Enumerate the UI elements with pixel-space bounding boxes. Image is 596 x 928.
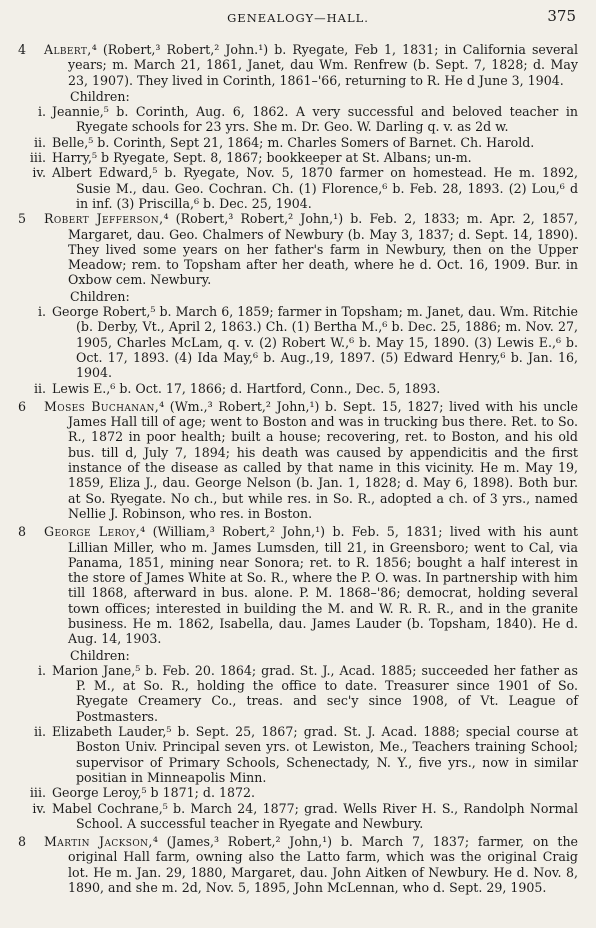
child-numeral: iv. xyxy=(32,165,46,181)
entry-name: George Leroy, xyxy=(44,524,141,540)
entry-number: 8 xyxy=(18,524,27,540)
child-entry xyxy=(0,135,596,150)
child-numeral: i. xyxy=(37,104,46,120)
entry-albert xyxy=(0,42,596,211)
child-numeral: iii. xyxy=(29,785,46,801)
entry-body: ⁴ (Robert,³ Robert,² John,¹) b. Feb. 2, 1833; m. Apr. 2, 1857, Margaret, dau. Geo. Chalmers of Newbury (b. May 3, 1837; d. Sept. 14, 1890). They lived some years on her father's farm in Newbury, then on the Upper Meadow; rem. to Topsham after her death, where he d. Oct. 16, 1909. Bur. in Oxbow cem. Newbury. xyxy=(68,211,578,288)
child-entry xyxy=(0,104,596,135)
entry-number: 5 xyxy=(18,211,27,227)
entry-text xyxy=(44,211,578,287)
entry-body: ⁴ (Robert,³ Robert,² John.¹) b. Ryegate, Feb 1, 1831; in California several years; m. March 21, 1861, Janet, dau Wm. Renfrew (b. Sept. 7, 1828; d. May 23, 1907). They lived in Corinth, 1861–'66, returning to R. He d June 3, 1904. xyxy=(68,42,578,88)
entry-moses-buchanan xyxy=(0,399,596,521)
entry-text xyxy=(44,42,578,88)
genealogy-entries xyxy=(0,42,596,895)
child-numeral: iii. xyxy=(29,150,46,166)
entry-number: 6 xyxy=(18,398,27,414)
child-numeral: i. xyxy=(37,662,46,678)
child-text: George Leroy,⁵ b 1871; d. 1872. xyxy=(52,785,256,801)
running-head: GENEALOGY—HALL. xyxy=(227,11,369,25)
entry-text xyxy=(44,524,578,646)
child-text: Albert Edward,⁵ b. Ryegate, Nov. 5, 1870 farmer on homestead. He m. 1892, Susie M., dau. Geo. Cochran. Ch. (1) Florence,⁶ b. Feb. 28, 1893. (2) Lou,⁶ d in inf. (3) Priscilla,⁶ b. Dec. 25, 1904. xyxy=(52,165,578,211)
children-heading: Children: xyxy=(70,288,130,304)
entry-body: ⁴ (William,³ Robert,² John,¹) b. Feb. 5, 1831; lived with his aunt Lillian Miller, who m. James Lumsden, till 21, in Greensboro; went to Cal, via Panama, 1851, mining near Sonora; ret. to R. 1856; bought a half interest in the store of James White at So. R., where the P. O. was. In partnership with him till 1868, afterward in bus. alone. P. M. 1868–'86; democrat, holding several town offices; interested in building the M. and W. R. R. R., and in the granite business. He m. 1862, Isabella, dau. James Lauder (b. Topsham, 1840). He d. Aug. 14, 1903. xyxy=(68,524,578,647)
child-text: Lewis E.,⁶ b. Oct. 17, 1866; d. Hartford, Conn., Dec. 5, 1893. xyxy=(52,380,441,396)
entry-text xyxy=(44,834,578,895)
entry-name: Martin Jackson, xyxy=(44,834,153,850)
entry-robert-jefferson xyxy=(0,211,596,396)
entry-george-leroy xyxy=(0,524,596,831)
child-text: Marion Jane,⁵ b. Feb. 20. 1864; grad. St. J., Acad. 1885; succeeded her father as P. M., at So. R., holding the office to date. Treasurer since 1901 of So. Ryegate Creamery Co., treas. and sec'y since 1908, of Vt. League of Postmasters. xyxy=(52,662,578,724)
child-entry xyxy=(0,785,596,800)
child-text: Elizabeth Lauder,⁵ b. Sept. 25, 1867; grad. St. J. Acad. 1888; special course at Boston Univ. Principal seven yrs. ot Lewiston, Me., Teachers training School; supervisor of Primary Schools, Schenectady, N. Y., five yrs., now in similar positian in Minneapolis Minn. xyxy=(52,724,578,785)
child-text: George Robert,⁵ b. March 6, 1859; farmer in Topsham; m. Janet, dau. Wm. Ritchie (b. Derby, Vt., April 2, 1863.) Ch. (1) Bertha M.,⁶ b. Dec. 25, 1886; m. Nov. 27, 1905, Charles McLam, q. v. (2) Robert W.,⁶ b. May 15, 1890. (3) Lewis E.,⁶ b. Oct. 17, 1893. (4) Ida May,⁶ b. Aug.,19, 1897. (5) Edward Henry,⁶ b. Jan. 16, 1904. xyxy=(52,304,578,381)
child-entry xyxy=(0,304,596,380)
entry-martin-jackson xyxy=(0,834,596,895)
entry-name: Robert Jefferson, xyxy=(44,211,164,227)
child-text: Belle,⁵ b. Corinth, Sept 21, 1864; m. Charles Somers of Barnet. Ch. Harold. xyxy=(52,134,535,150)
child-entry xyxy=(0,165,596,211)
entry-name: Moses Buchanan, xyxy=(44,398,160,414)
child-entry xyxy=(0,381,596,396)
entry-number: 4 xyxy=(18,42,27,57)
entry-name: Albert, xyxy=(44,42,92,57)
children-heading: Children: xyxy=(70,88,130,104)
child-numeral: i. xyxy=(37,304,46,320)
child-text: Harry,⁵ b Ryegate, Sept. 8, 1867; bookkeeper at St. Albans; un-m. xyxy=(52,150,472,166)
child-numeral: ii. xyxy=(33,380,46,396)
child-entry xyxy=(0,801,596,832)
entry-number: 8 xyxy=(18,834,27,850)
children-heading: Children: xyxy=(70,647,130,663)
child-numeral: iv. xyxy=(32,800,46,816)
page-header xyxy=(0,7,596,27)
child-text: Jeannie,⁵ b. Corinth, Aug. 6, 1862. A very successful and beloved teacher in Ryegate schools for 23 yrs. She m. Dr. Geo. W. Darling q. v. as 2d w. xyxy=(52,104,578,135)
child-entry xyxy=(0,150,596,165)
entry-body: ⁴ (Wm.,³ Robert,² John,¹) b. Sept. 15, 1827; lived with his uncle James Hall till of age; went to Boston and was in trucking bus there. Ret. to So. R., 1872 in poor health; built a house; recovering, ret. to Boston, and his old bus. till d, July 7, 1894; his death was caused by appendicitis and the first instance of the disease as called by that name in this vicinity. He m. May 19, 1859, Eliza J., dau. George Nelson (b. Jan. 1, 1828; d. May 6, 1898). Both bur. at So. Ryegate. No ch., but while res. in So. R., adopted a ch. of 3 yrs., named Nellie J. Robinson, who res. in Boston. xyxy=(68,398,578,521)
child-numeral: ii. xyxy=(33,724,46,740)
entry-text xyxy=(44,399,578,521)
child-text: Mabel Cochrane,⁵ b. March 24, 1877; grad. Wells River H. S., Randolph Normal School. A successful teacher in Ryegate and Newbury. xyxy=(52,800,578,831)
child-entry xyxy=(0,663,596,724)
entry-body: ⁴ (James,³ Robert,² John,¹) b. March 7, 1837; farmer, on the original Hall farm, owning also the Latto farm, which was the original Craig lot. He m. Jan. 29, 1880, Margaret, dau. John Aitken of Newbury. He d. Nov. 8, 1890, and she m. 2d, Nov. 5, 1895, John McLennan, who d. Sept. 29, 1905. xyxy=(68,834,579,896)
page-number: 375 xyxy=(547,7,576,25)
child-entry xyxy=(0,724,596,785)
child-numeral: ii. xyxy=(33,134,46,150)
